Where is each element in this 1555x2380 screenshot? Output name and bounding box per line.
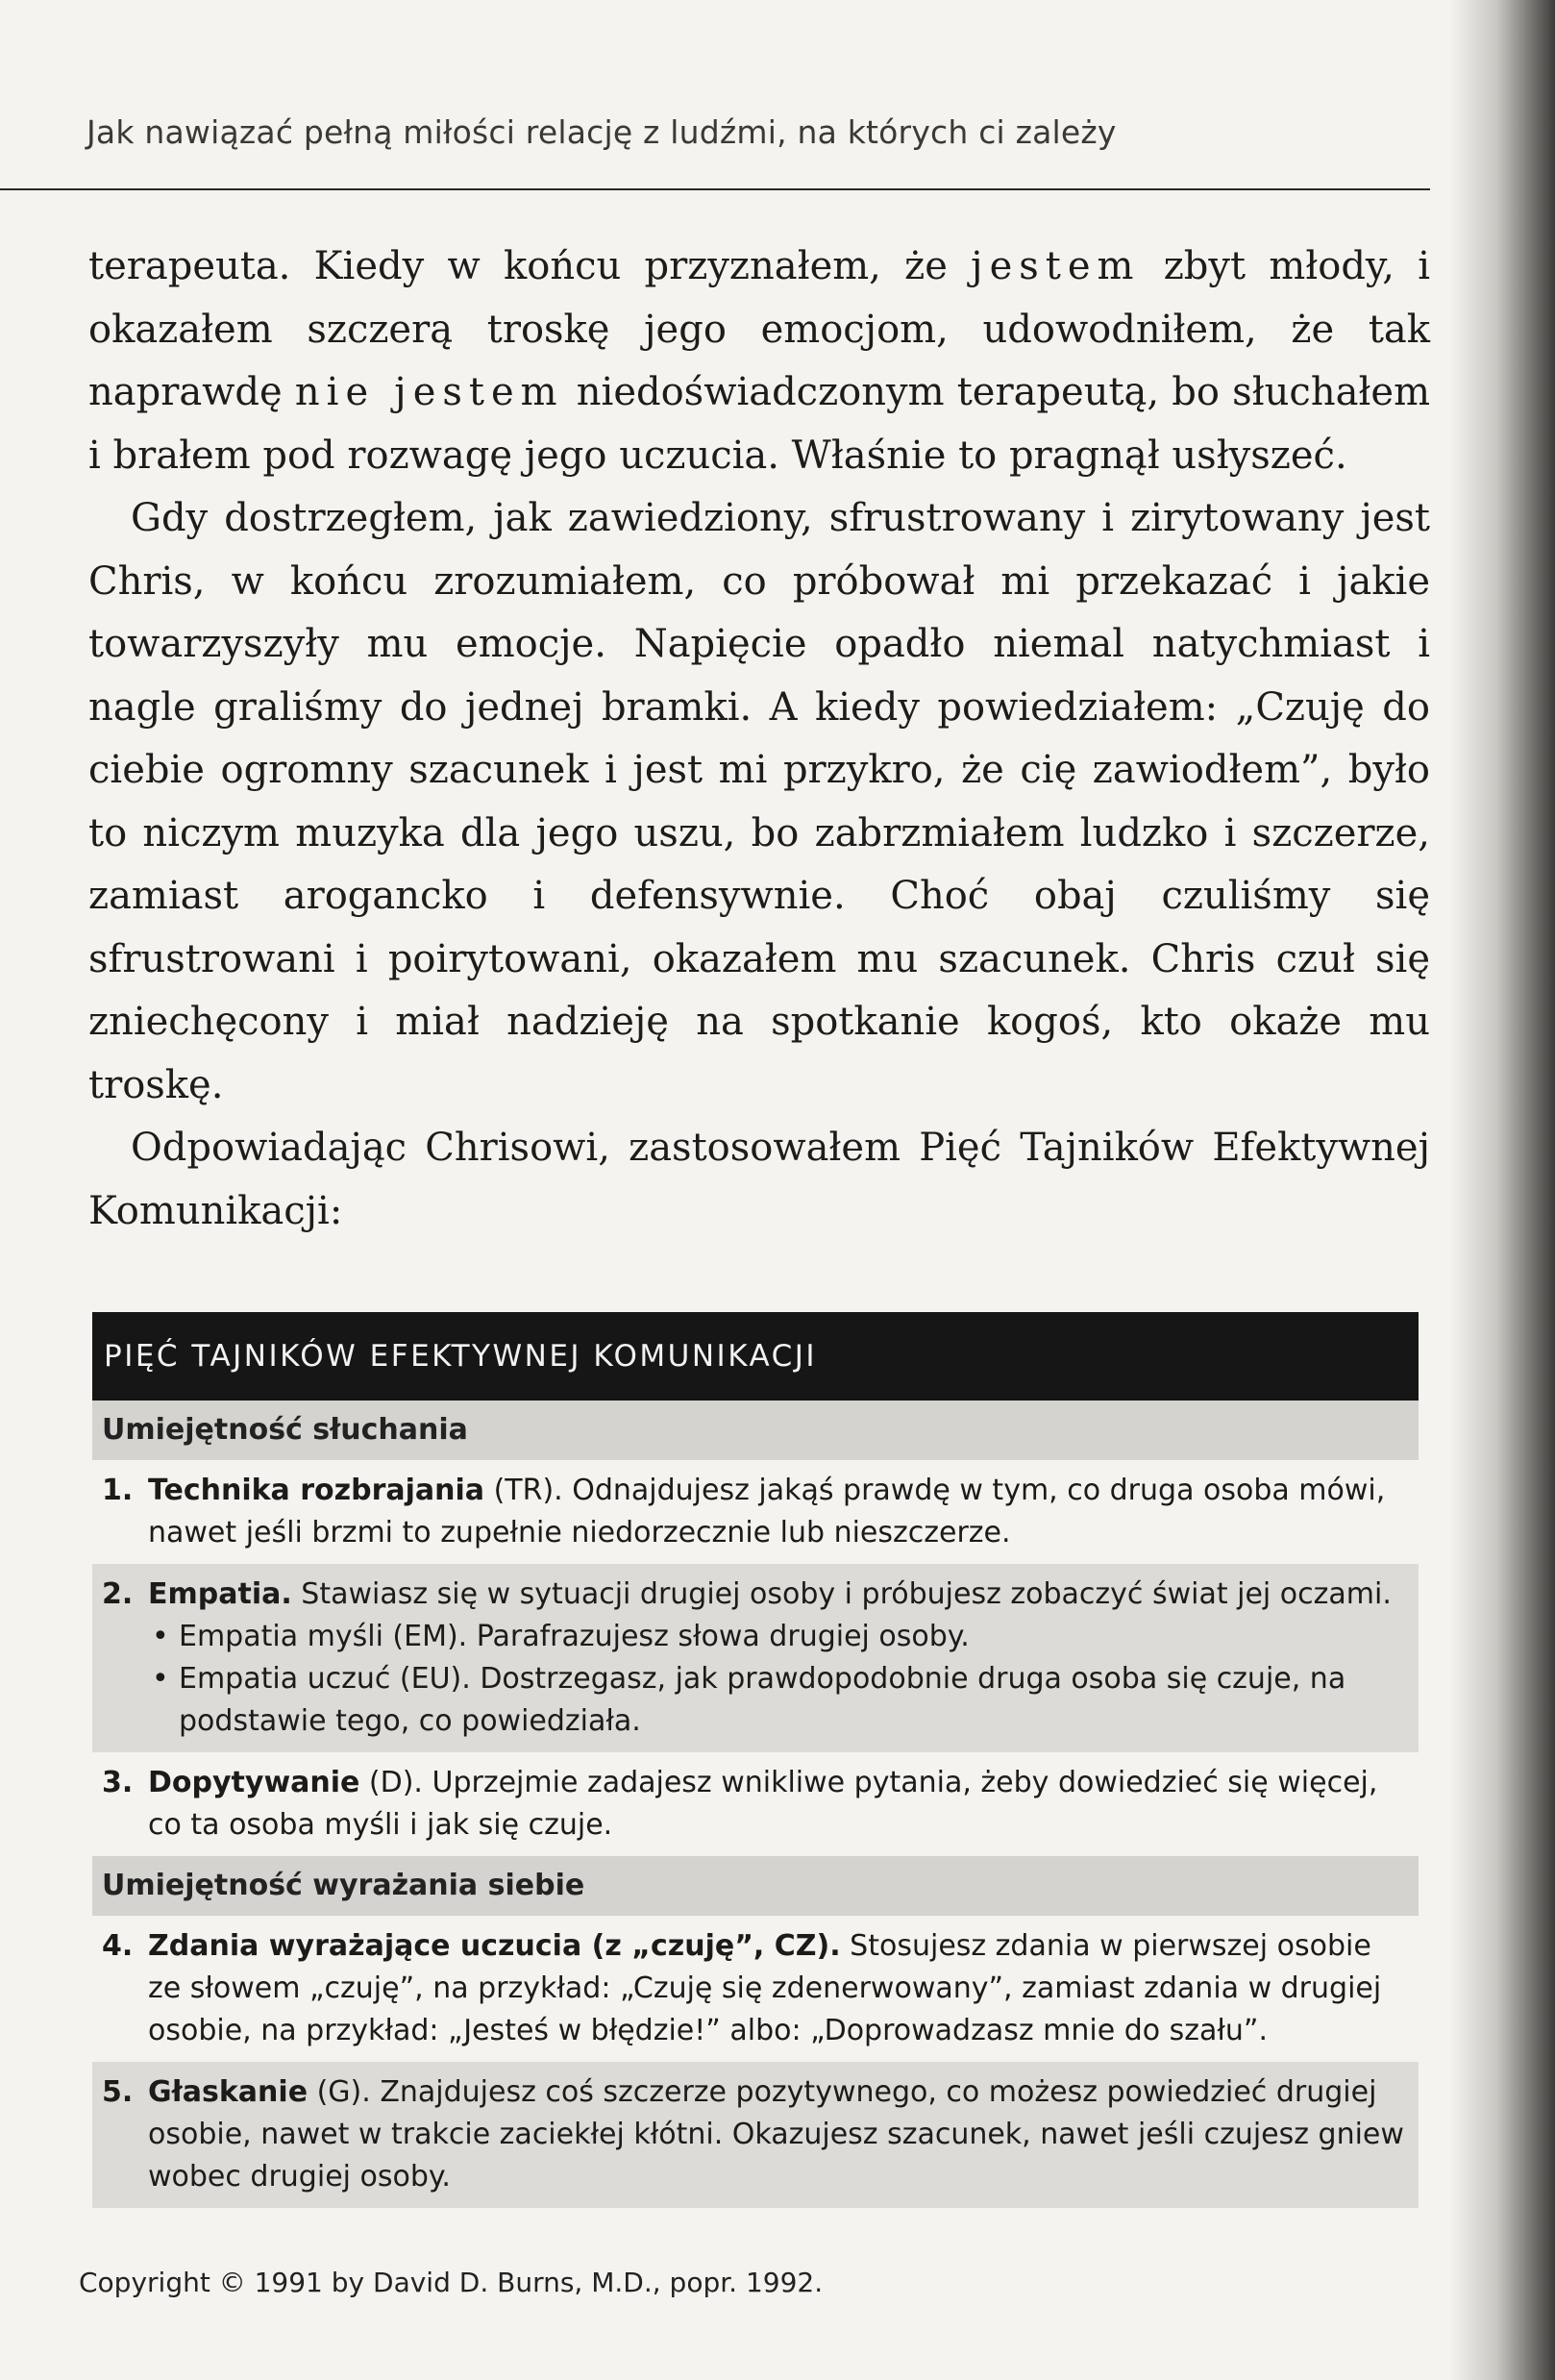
list-item-3: [92, 1752, 1419, 1856]
bullet-text: Empatia uczuć (EU). Dostrzegasz, jak prawdopodobnie druga osoba się czuje, na podstawie tego, co powiedziała.: [179, 1662, 1346, 1738]
item-term: Dopytywanie: [148, 1766, 360, 1799]
p1-text-a: terapeuta. Kiedy w końcu przyznałem, że: [88, 244, 972, 288]
item-term: Zdania wyrażające uczucia: [148, 1929, 582, 1963]
item-number: 2.: [102, 1577, 134, 1611]
p1-text-e: niedoświadczonym terapeutą, bo słuchałem i brałem pod rozwagę jego uczucia. Właśnie to pragnął usłyszeć.: [88, 370, 1430, 478]
item-content: [148, 1574, 1409, 1743]
item-number: 5.: [102, 2075, 134, 2109]
item-number: 1.: [102, 1474, 134, 1507]
item-term: Technika rozbrajania: [148, 1474, 485, 1507]
bullet-dot: •: [152, 1662, 169, 1696]
item-abbr: (G).: [308, 2075, 371, 2109]
list-item-1: [92, 1460, 1419, 1564]
bullet-text: Empatia myśli (EM). Parafrazujesz słowa drugiej osoby.: [179, 1620, 970, 1653]
body-text: [88, 236, 1430, 1243]
item-content: [148, 1762, 1409, 1847]
list-item-2: [92, 1564, 1419, 1752]
item-term: Empatia.: [148, 1577, 292, 1611]
item-text: Znajdujesz coś szczerze pozytywnego, co możesz powiedzieć drugiej osobie, nawet w trakcie zaciekłej kłótni. Okazujesz szacunek, nawet jeśli czujesz gniew wobec drugiej osoby.: [148, 2075, 1404, 2194]
header-rule: [0, 188, 1430, 190]
section-listening-skills: Umiejętność słuchania: [92, 1401, 1419, 1460]
list-item-4: [92, 1916, 1419, 2062]
item-text: Uprzejmie zadajesz wnikliwe pytania, żeby dowiedzieć się więcej, co ta osoba myśli i jak się czuje.: [148, 1766, 1378, 1842]
paragraph-1: [88, 236, 1430, 487]
page-edge-shadow: [1449, 0, 1555, 2380]
p1-spaced-nie-jestem: nie jestem: [294, 370, 564, 414]
copyright-note: Copyright © 1991 by David D. Burns, M.D., popr. 1992.: [79, 2267, 824, 2298]
p1-spaced-jestem: jestem: [971, 244, 1141, 288]
item-text: Odnajdujesz jakąś prawdę w tym, co druga osoba mówi, nawet jeśli brzmi to zupełnie niedorzecznie lub nieszczerze.: [148, 1474, 1386, 1549]
paragraph-3: Odpowiadając Chrisowi, zastosowałem Pięć Tajników Efektywnej Komunikacji:: [88, 1126, 1430, 1233]
bullet-item: [148, 1658, 1409, 1743]
item-abbr: (D).: [359, 1766, 423, 1799]
item-text: Stosujesz zdania w pierwszej osobie ze słowem „czuję”, na przykład: „Czuję się zdenerwowany”, zamiast zdania w drugiej osobie, na przykład: „Jesteś w błędzie!” albo: „Doprowadzasz mnie do szału”.: [148, 1929, 1382, 2047]
item-abbr: (TR).: [484, 1474, 563, 1507]
bullet-dot: •: [152, 1620, 169, 1653]
item-number: 4.: [102, 1929, 134, 1963]
five-secrets-box: [92, 1312, 1419, 2208]
list-item-5: [92, 2062, 1419, 2208]
bullet-item: [148, 1616, 1409, 1658]
box-title: PIĘĆ TAJNIKÓW EFEKTYWNEJ KOMUNIKACJI: [92, 1312, 1419, 1401]
item-content: [148, 1470, 1409, 1554]
item-content: [148, 1925, 1409, 2052]
section-self-expression-skills: Umiejętność wyrażania siebie: [92, 1856, 1419, 1916]
item-term: Głaskanie: [148, 2075, 309, 2109]
item-content: [148, 2071, 1409, 2198]
running-header: Jak nawiązać pełną miłości relację z ludźmi, na których ci zależy: [86, 113, 1117, 151]
item-abbr: (z „czuję”, CZ).: [581, 1929, 841, 1963]
p1-text-c: zbyt młody, i okazałem szczerą troskę jego emocjom, udowodniłem, że tak naprawdę: [88, 244, 1431, 414]
paragraph-2: Gdy dostrzegłem, jak zawiedziony, sfrustrowany i zirytowany jest Chris, w końcu zrozumiałem, co próbował mi przekazać i jakie towarzyszyły mu emocje. Napięcie opadło niemal natychmiast i nagle graliśmy do jednej bramki. A kiedy powiedziałem: „Czuję do ciebie ogromny szacunek i jest mi przykro, że cię zawiodłem”, było to niczym muzyka dla jego uszu, bo zabrzmiałem ludzko i szczerze, zamiast arogancko i defensywnie. Choć obaj czuliśmy się sfrustrowani i poirytowani, okazałem mu szacunek. Chris czuł się zniechęcony i miał nadzieję na spotkanie kogoś, kto okaże mu troskę.: [88, 496, 1430, 1107]
item-number: 3.: [102, 1766, 134, 1799]
item-text: Stawiasz się w sytuacji drugiej osoby i próbujesz zobaczyć świat jej oczami.: [291, 1577, 1392, 1611]
